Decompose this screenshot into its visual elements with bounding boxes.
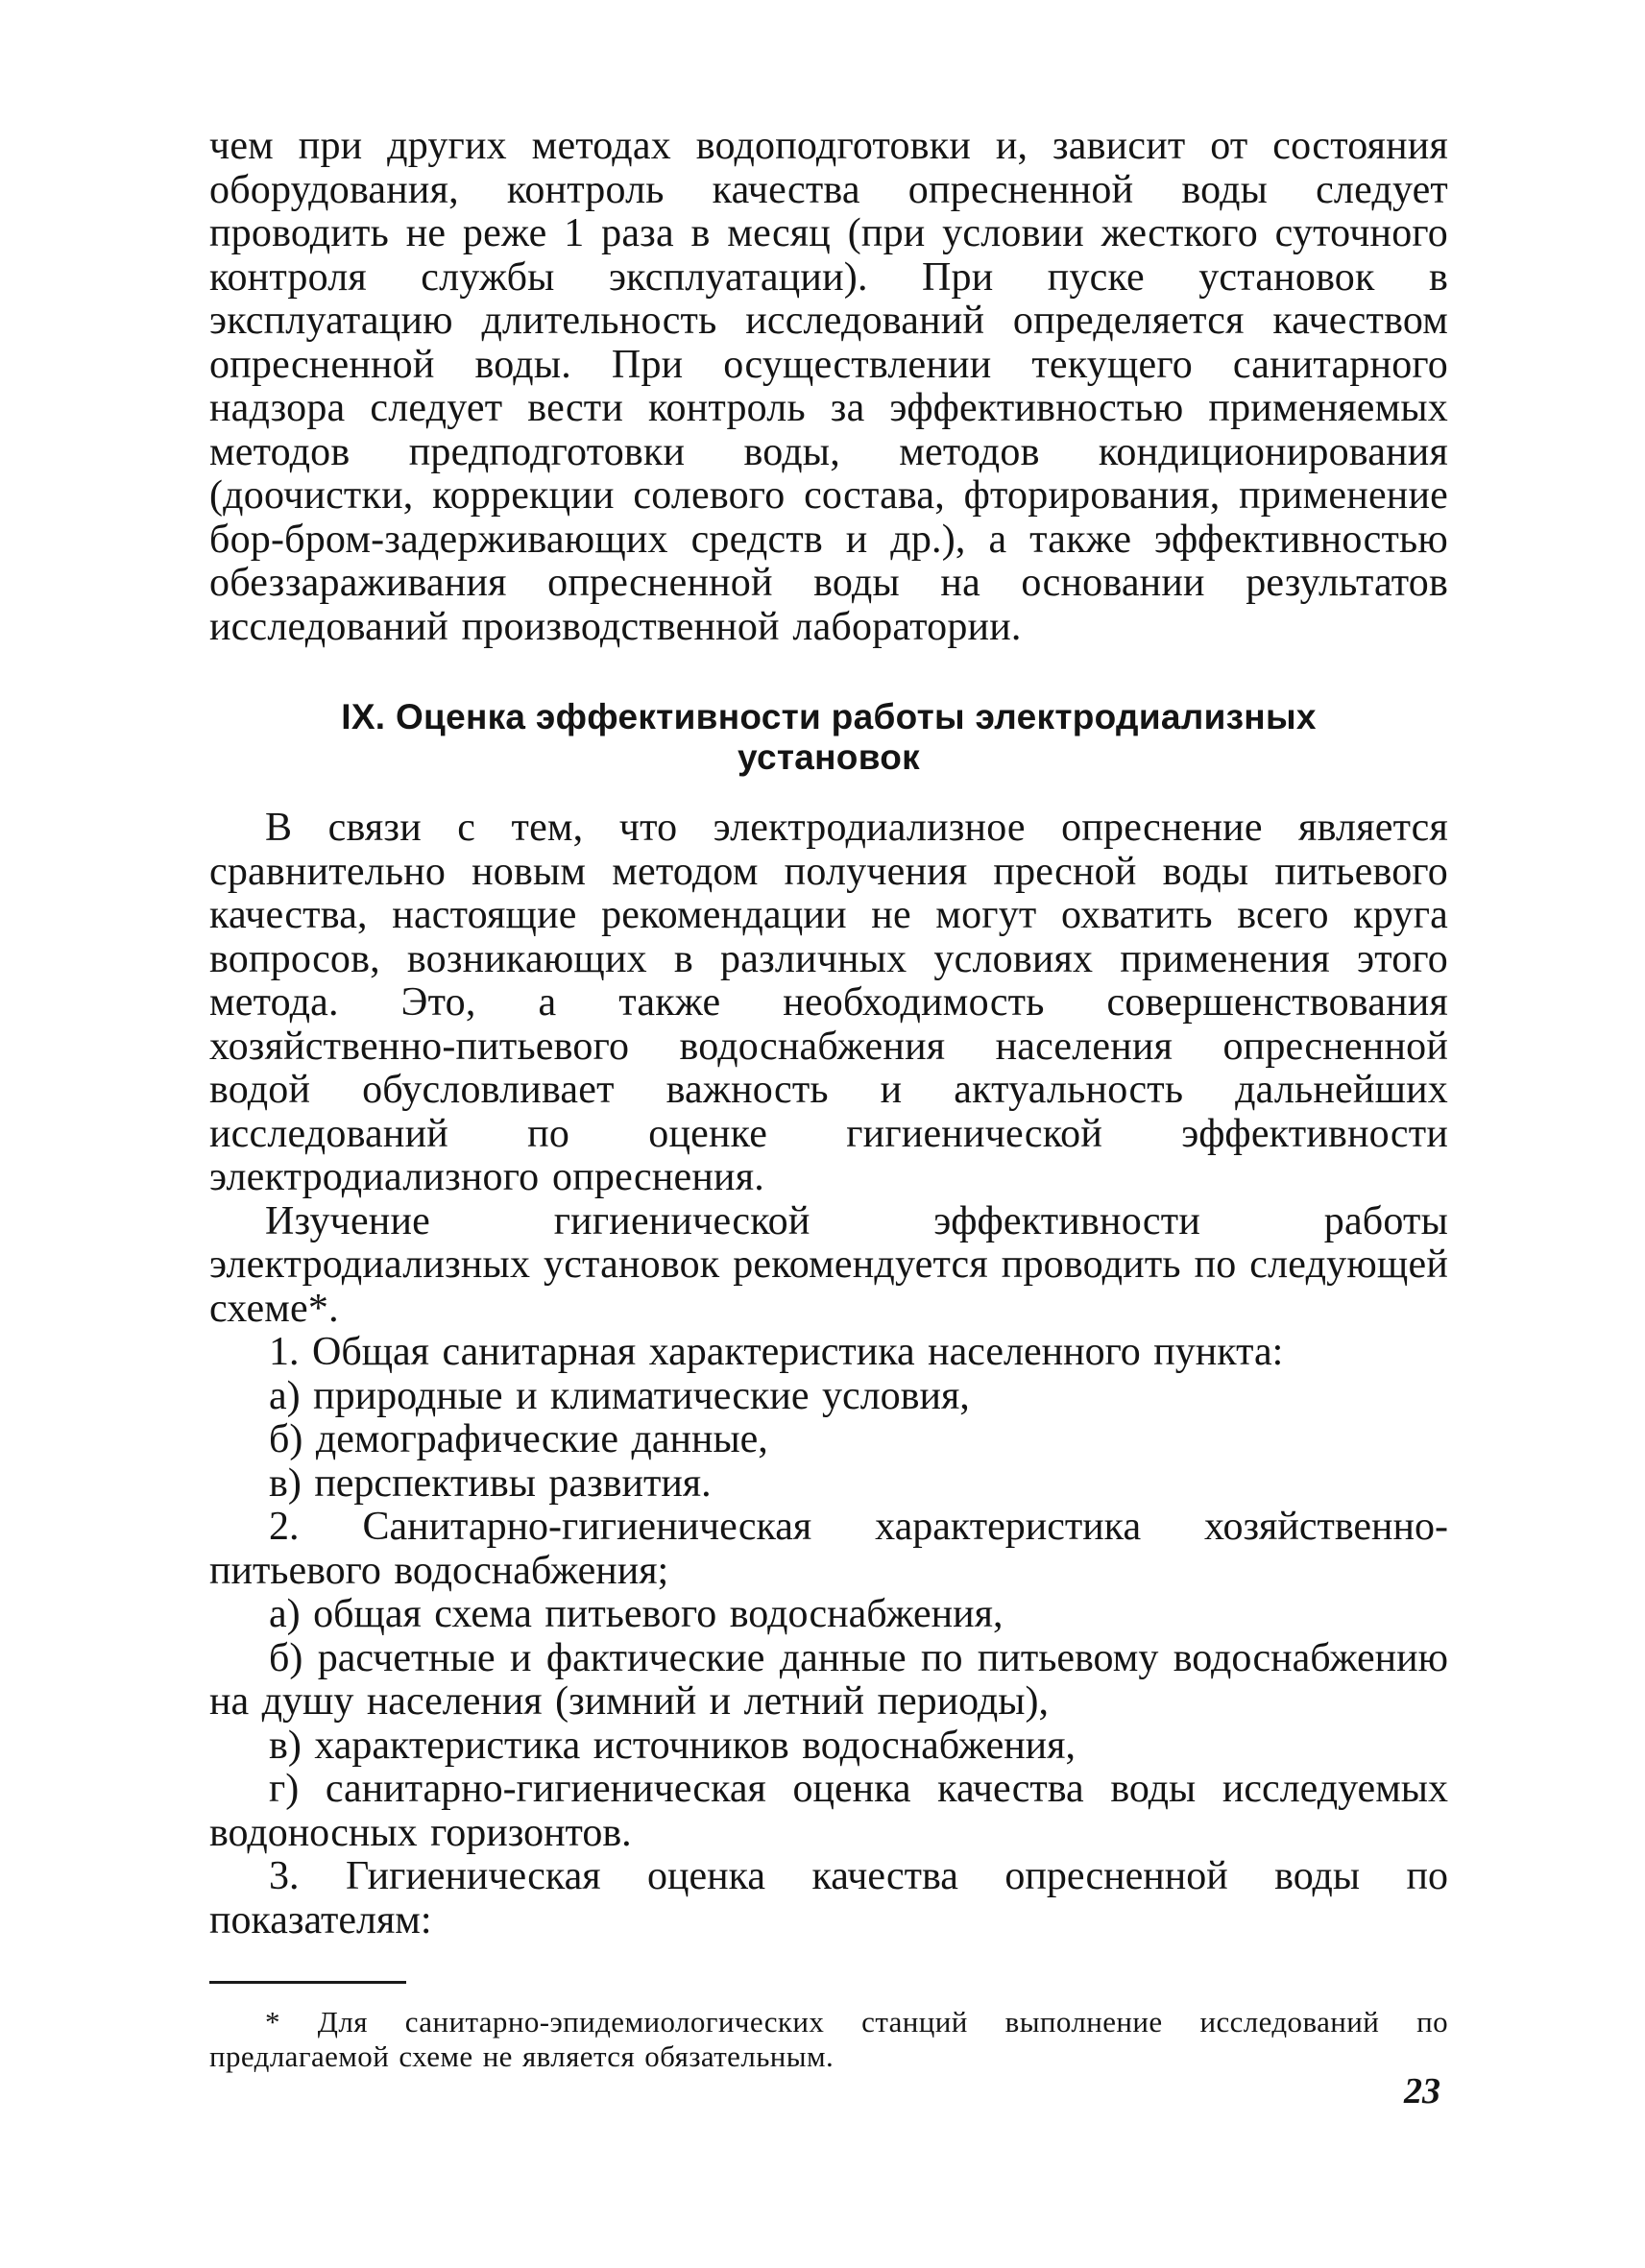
list-item-2b: б) расчетные и фактические данные по питьевому водоснабжению на душу населения (зимний и летний периоды),	[209, 1635, 1448, 1724]
list-item-2c: в) характеристика источников водоснабжения,	[269, 1723, 1076, 1768]
paragraph-2: Изучение гигиенической эффективности работы электродиализных установок рекомендуется проводить по следующей схеме*.	[209, 1198, 1448, 1331]
list-item-2d: г) санитарно-гигиеническая оценка качества воды исследуемых водоносных горизонтов.	[209, 1767, 1448, 1855]
page-number: 23	[1404, 2071, 1440, 2111]
paragraph-1: В связи с тем, что электродиализное опреснение является сравнительно новым методом получения пресной воды питьевого качества, настоящие рекомендации не могут охватить всего круга вопросов, возникающих в различных условиях применения этого метода. Это, а также необходимость совершенствования хозяйственно-питьевого водоснабжения населения опресненной водой обусловливает важность и актуальность дальнейших исследований по оценке гигиенической эффективности электродиализного опреснения.	[209, 806, 1448, 1199]
list-item-1b: б) демографические данные,	[269, 1417, 768, 1461]
intro-paragraph: чем при других методах водоподготовки и, зависит от состояния оборудования, контроль качества опресненной воды следует проводить не реже 1 раза в месяц (при условии жесткого суточного контроля службы эксплуатации). При пуске установок в эксплуатацию длительность исследований определяется качеством опресненной воды. При осуществлении текущего санитарного надзора следует вести контроль за эффективностью применяемых методов предподготовки воды, методов кондиционирования (доочистки, коррекции солевого состава, фторирования, применение бор-бром-задерживающих средств и др.), а также эффективностью обеззараживания опресненной воды на основании результатов исследований производственной лаборатории.	[209, 124, 1448, 649]
list-item-2: 2. Санитарно-гигиеническая характеристика хозяйственно-питьевого водоснабжения;	[209, 1505, 1448, 1593]
list-item-1a: а) природные и климатические условия,	[269, 1373, 970, 1418]
section-heading	[209, 697, 1448, 778]
list-item-2a: а) общая схема питьевого водоснабжения,	[269, 1592, 1004, 1636]
list-item-1c: в) перспективы развития.	[269, 1460, 712, 1506]
footnote-divider	[209, 1981, 406, 1984]
footnote: * Для санитарно-эпидемиологических станций выполнение исследований по предлагаемой схеме не является обязательным.	[209, 2005, 1448, 2073]
list-item-3: 3. Гигиеническая оценка качества опресненной воды по показателям:	[209, 1854, 1448, 1942]
document-page	[209, 125, 1448, 2074]
section-heading-line-2: установок	[738, 737, 920, 777]
section-heading-line-1: IX. Оценка эффективности работы электродиализных	[341, 697, 1317, 736]
list-item-1: 1. Общая санитарная характеристика населенного пункта:	[269, 1330, 1284, 1374]
